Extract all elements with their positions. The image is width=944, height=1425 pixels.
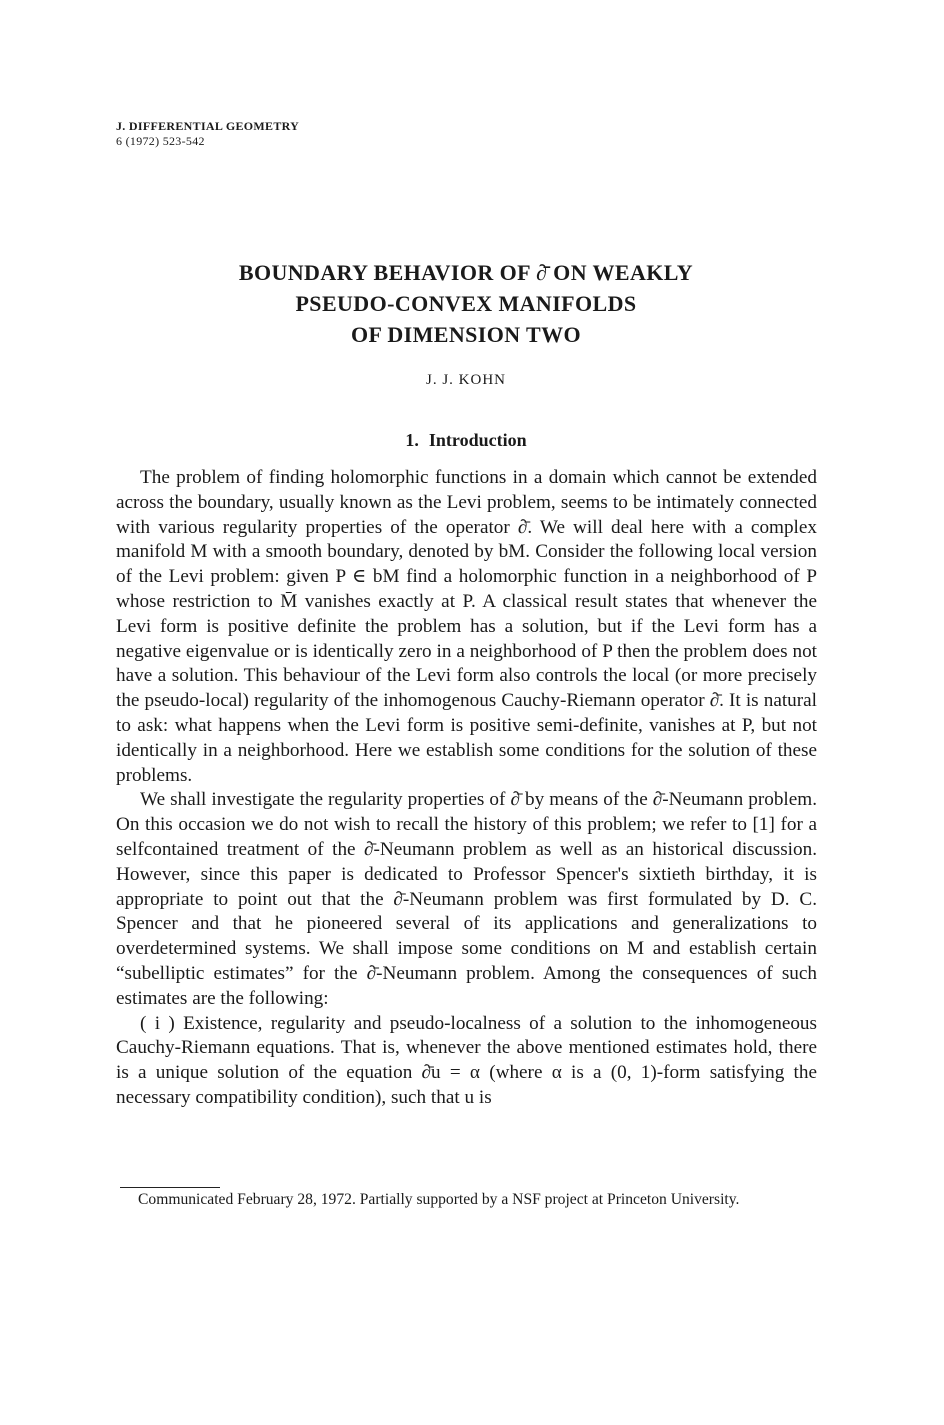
author-name: J. J. KOHN [425, 372, 506, 388]
journal-citation: 6 (1972) 523-542 [116, 134, 205, 148]
footnote: Communicated February 28, 1972. Partially supported by a NSF project at Princeton University. [138, 1191, 740, 1208]
paragraph: We shall investigate the regularity properties of ∂̄ by means of the ∂̄-Neumann problem. On this occasion we do not wish to recall the history of this problem; we refer to [1] for a selfcontained treatment of the ∂̄-Neumann problem as well as an historical discussion. However, since this paper is dedicated to Professor Spencer's sixtieth birthday, it is appropriate to point out that the ∂̄-Neumann problem was first formulated by D. C. Spencer and that he pioneered several of its applications and generalizations to overdetermined systems. We shall impose some conditions on M and establish certain “subelliptic estimates” for the ∂̄-Neumann problem. Among the consequences of such estimates are the following: [116, 789, 817, 1009]
paragraph: ( i ) Existence, regularity and pseudo-localness of a solution to the inhomogeneous Cauchy-Riemann equations. That is, whenever the above mentioned estimates hold, there is a unique solution of the equation ∂̄u = α (where α is a (0, 1)-form satisfying the necessary compatibility condition), such that u is [116, 1012, 817, 1108]
journal-name: J. DIFFERENTIAL GEOMETRY [116, 119, 300, 133]
body-text [116, 466, 817, 1111]
footnote-divider [120, 1187, 220, 1188]
paragraph: The problem of finding holomorphic functions in a domain which cannot be extended across the boundary, usually known as the Levi problem, seems to be intimately connected with various regularity properties of the operator ∂̄. We will deal here with a complex manifold M with a smooth boundary, denoted by bM. Consider the following local version of the Levi problem: given P ∈ bM find a holomorphic function in a neighborhood of P whose restriction to M̄ vanishes exactly at P. A classical result states that whenever the Levi form is positive definite the problem has a solution, but if the Levi form has a negative eigenvalue or is identically zero in a neighborhood of P then the problem does not have a solution. This behaviour of the Levi form also controls the local (or more precisely the pseudo-local) regularity of the inhomogenous Cauchy-Riemann operator ∂̄. It is natural to ask: what happens when the Levi form is positive semi-definite, vanishes at P, but not identically in a neighborhood. Here we establish some conditions for the solution of these problems. [116, 467, 817, 786]
paper-title [116, 257, 816, 350]
title-line-1: BOUNDARY BEHAVIOR OF ∂̄ ON WEAKLY [238, 260, 694, 285]
title-line-2: PSEUDO-CONVEX MANIFOLDS [295, 291, 637, 316]
journal-header [116, 119, 299, 149]
section-heading [116, 430, 816, 451]
section-title: Introduction [428, 430, 527, 450]
section-number: 1. [405, 430, 419, 450]
title-line-3: OF DIMENSION TWO [350, 322, 582, 347]
